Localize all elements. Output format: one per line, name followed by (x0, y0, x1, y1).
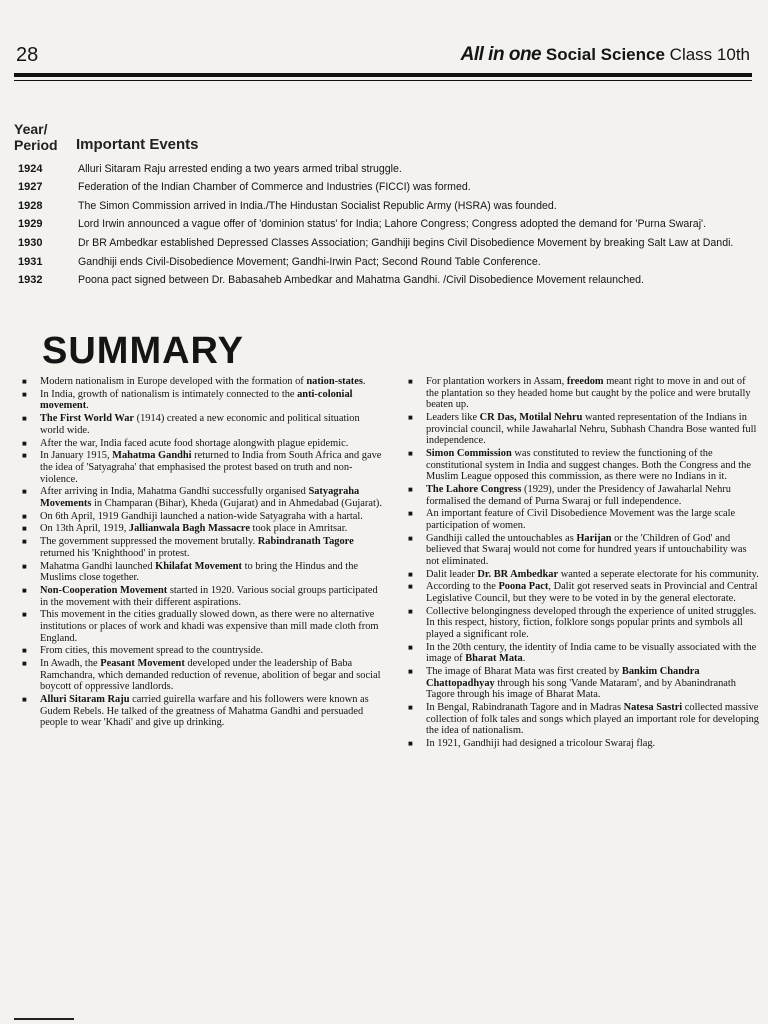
bullet-text-bold: Simon Commission (426, 447, 512, 459)
bullet-text (40, 561, 382, 584)
bullet-marker: ■ (22, 695, 27, 705)
summary-bullet (408, 484, 760, 507)
bullet-text (40, 658, 382, 693)
bullet-text-post: took place in Amritsar. (249, 523, 348, 535)
timeline-year: 1930 (18, 236, 43, 249)
bullet-text-post: wanted a seperate electorate for his community. (558, 568, 759, 580)
bullet-text-bold: freedom (566, 376, 604, 387)
bullet-text-bold: Peasant Movement (100, 658, 185, 670)
timeline-event: Poona pact signed between Dr. Babasaheb Ambedkar and Mahatma Gandhi. /Civil Disobedience Movement relaunched. (78, 274, 644, 287)
bullet-text-bold: The Lahore Congress (426, 483, 522, 495)
bullet-text (426, 508, 760, 531)
bullet-text (40, 536, 382, 559)
bullet-text-post: collected massive collection of folk tales and songs which played an important role for developing the idea of nationalism. (426, 702, 759, 737)
bullet-text-post: . (86, 400, 89, 412)
timeline-year-header (14, 121, 58, 153)
summary-bullet (408, 448, 760, 483)
bullet-text-post: returned to India from South Africa and gave the idea of 'Satyagraha' that emphasised the protest based on truth and non-violence. (40, 450, 382, 485)
bullet-text-post: was constituted to review the functioning of the constitutional system in India and suggest changes. Both the Congress and the Muslim League opposed this commission, as there were no Indians in it. (426, 447, 751, 483)
bullet-text (40, 413, 382, 436)
summary-bullet (408, 376, 760, 411)
bullet-marker: ■ (408, 739, 413, 749)
bullet-text-post: or the 'Children of God' and believed that Swaraj would not come for hundred years if untouchability was not eliminated. (426, 532, 747, 567)
bullet-marker: ■ (22, 537, 27, 547)
bullet-marker: ■ (408, 569, 413, 579)
bullet-text-post: developed under the leadership of Baba Ramchandra, which demanded reduction of revenue, abolition of begar and social boycott of oppressive landlords. (40, 658, 381, 693)
bullet-marker: ■ (408, 412, 413, 422)
timeline-year: 1931 (18, 255, 43, 268)
bullet-text-post: . (362, 376, 366, 387)
summary-bullet (22, 389, 382, 412)
bullet-text-pre: Leaders like (426, 411, 480, 423)
bullet-text-pre: In the 20th century, the identity of India came to be visually associated with the image of (426, 641, 757, 665)
timeline-event: Federation of the Indian Chamber of Commerce and Industries (FICCI) was formed. (78, 181, 471, 194)
bullet-text-bold: Dr. BR Ambedkar (477, 568, 559, 580)
bullet-text-pre: In 1921, Gandhiji had designed a tricolour Swaraj flag. (426, 738, 656, 750)
bullet-text-bold: Poona Pact (498, 581, 549, 593)
bullet-marker: ■ (22, 414, 27, 424)
bullet-text-bold: nation-states (306, 376, 363, 387)
summary-bullet (22, 511, 382, 523)
bullet-text-pre: Dalit leader (426, 568, 478, 580)
header-rule-thin (14, 80, 752, 81)
bullet-marker: ■ (22, 511, 27, 521)
bullet-marker: ■ (22, 585, 27, 595)
bullet-marker: ■ (22, 389, 27, 399)
timeline-year-header-line1: Year/ (14, 121, 48, 137)
summary-bullet (408, 581, 760, 604)
summary-title: SUMMARY (42, 330, 244, 372)
bullet-marker: ■ (22, 646, 27, 656)
footer-mark (14, 1018, 74, 1020)
bullet-text-pre: On 6th April, 1919 Gandhiji launched a nation-wide Satyagraha with a hartal. (40, 510, 363, 522)
bullet-text-bold: Natesa Sastri (623, 702, 683, 714)
bullet-marker: ■ (22, 561, 27, 571)
bullet-marker: ■ (408, 484, 413, 494)
summary-bullet (22, 438, 382, 450)
summary-right-column (408, 376, 760, 751)
bullet-text-bold: CR Das, Motilal Nehru (479, 411, 583, 423)
brand-subject: Social Science (545, 45, 665, 64)
timeline-event: Alluri Sitaram Raju arrested ending a two years armed tribal struggle. (78, 162, 402, 175)
bullet-text (426, 569, 759, 581)
bullet-marker: ■ (408, 642, 413, 652)
bullet-text (40, 438, 348, 450)
bullet-text-bold: Satyagraha Movements (40, 486, 360, 509)
bullet-marker: ■ (22, 487, 27, 497)
timeline-row (18, 249, 758, 268)
bullet-text-post: started in 1920. Various social groups participated in the movement with their different aspirations. (40, 584, 378, 608)
timeline-row (18, 193, 758, 212)
timeline-table (18, 156, 758, 286)
bullet-text-post: (1914) created a new economic and political situation world wide. (40, 413, 360, 436)
bullet-marker: ■ (22, 438, 27, 448)
bullet-text (426, 738, 655, 750)
bullet-text (426, 376, 760, 411)
timeline-event: Gandhiji ends Civil-Disobedience Movement; Gandhi-Irwin Pact; Second Round Table Conference. (78, 255, 541, 268)
bullet-text (40, 511, 363, 523)
bullet-text-post: in Champaran (Bihar), Kheda (Gujarat) and in Ahmedabad (Gujarat). (91, 497, 382, 509)
timeline-event: Dr BR Ambedkar established Depressed Classes Association; Gandhiji begins Civil Disobedience Movement by breaking Salt Law at Dandi. (78, 236, 734, 249)
bullet-marker: ■ (408, 703, 413, 713)
summary-bullet (22, 376, 382, 388)
summary-bullet (22, 609, 382, 644)
bullet-text (426, 642, 760, 665)
timeline-year: 1924 (18, 162, 43, 175)
bullet-marker: ■ (408, 448, 413, 458)
bullet-text (40, 486, 382, 509)
bullet-text-post: . (522, 653, 526, 665)
bullet-text (40, 609, 382, 644)
summary-bullet (22, 658, 382, 693)
bullet-marker: ■ (22, 451, 27, 461)
brand-class: Class 10th (669, 45, 750, 64)
summary-bullet (22, 486, 382, 509)
bullet-text-bold: Bankim Chandra Chattopadhyay (426, 666, 700, 689)
bullet-text-post: meant right to move in and out of the plantation so they headed home but caught by the police and were brutally beaten up. (426, 376, 751, 411)
bullet-text (426, 448, 760, 483)
bullet-text-bold: Bharat Mata (465, 653, 523, 665)
bullet-text-bold: Harijan (576, 532, 612, 544)
summary-left-column (22, 376, 382, 730)
bullet-marker: ■ (408, 509, 413, 519)
summary-bullet (22, 536, 382, 559)
bullet-text-pre: Collective belongingness developed through the experience of united struggles. In this respect, history, fiction, folklore songs popular prints and symbols all played a significant role. (426, 605, 757, 640)
bullet-text-pre: In Awadh, the (40, 658, 101, 670)
bullet-text-pre: Modern nationalism in Europe developed with the formation of (40, 376, 307, 387)
bullet-text (426, 666, 760, 701)
bullet-text (40, 389, 382, 412)
bullet-text-pre: The government suppressed the movement brutally. (40, 536, 258, 548)
bullet-text-pre: The image of Bharat Mata was first created by (426, 666, 622, 678)
summary-bullet (22, 523, 382, 535)
bullet-text-pre: An important feature of Civil Disobedience Movement was the large scale participation of women. (426, 508, 736, 531)
bullet-marker: ■ (408, 377, 413, 386)
timeline-events-header: Important Events (76, 136, 199, 153)
bullet-text (40, 450, 382, 485)
summary-bullet (408, 508, 760, 531)
summary-bullet (408, 738, 760, 750)
summary-bullet (408, 569, 760, 581)
bullet-text-post: to bring the Hindus and the Muslims close together. (40, 560, 358, 584)
summary-bullet (408, 702, 760, 737)
header-rule (14, 73, 752, 77)
bullet-text-pre: Mahatma Gandhi launched (40, 560, 156, 572)
brand-logo: All in one (460, 44, 542, 65)
timeline-row (18, 230, 758, 249)
bullet-text (40, 585, 382, 608)
timeline-row (18, 268, 758, 287)
bullet-text-pre: This movement in the cities gradually slowed down, as there were no alternative institutions or places of work and khadi was expensive than mill made cloth from England. (40, 609, 379, 644)
bullet-marker: ■ (22, 610, 27, 620)
brand-header (461, 44, 750, 66)
bullet-text-bold: Mahatma Gandhi (112, 450, 192, 462)
bullet-text-bold: Rabindranath Tagore (257, 536, 354, 548)
bullet-text (426, 484, 760, 507)
summary-bullet (408, 642, 760, 665)
bullet-marker: ■ (408, 667, 413, 677)
bullet-text (426, 581, 760, 604)
page-number: 28 (16, 44, 39, 66)
bullet-text-bold: Alluri Sitaram Raju (40, 694, 130, 706)
bullet-text-post: through his song 'Vande Mataram', and by Abanindranath Tagore through his image of Bharat Mata. (426, 677, 736, 701)
bullet-text (40, 694, 382, 729)
timeline-year: 1927 (18, 181, 43, 194)
bullet-text-pre: According to the (426, 581, 499, 593)
bullet-text-pre: From cities, this movement spread to the countryside. (40, 645, 264, 657)
bullet-text-bold: anti-colonial movement (40, 388, 353, 412)
timeline-year: 1928 (18, 199, 43, 212)
bullet-text-bold: The First World War (40, 413, 135, 425)
bullet-text-pre: On 13th April, 1919, (40, 523, 129, 535)
bullet-text-post: (1929), under the Presidency of Jawaharlal Nehru formalised the demand of Purna Swaraj or full independence. (426, 483, 731, 507)
bullet-text-pre: In India, growth of nationalism is intimately connected to the (40, 388, 298, 400)
summary-bullet (22, 450, 382, 485)
timeline-year: 1932 (18, 274, 43, 287)
bullet-text-post: carried guirella warfare and his followers were known as Gudem Rebels. He talked of the greatness of Mahatma Gandhi and persuaded people to wear 'Khadi' and give up drinking. (40, 694, 369, 729)
bullet-text-bold: Non-Cooperation Movement (40, 584, 168, 596)
bullet-text-post: returned his 'Knighthood' in protest. (40, 547, 190, 559)
bullet-text-pre: Gandhiji called the untouchables as (426, 532, 577, 544)
bullet-marker: ■ (408, 582, 413, 592)
summary-bullet (408, 412, 760, 447)
bullet-text (426, 702, 760, 737)
bullet-text (426, 606, 760, 641)
bullet-text-bold: Jallianwala Bagh Massacre (128, 523, 250, 535)
timeline-year: 1929 (18, 218, 43, 231)
bullet-text-pre: After arriving in India, Mahatma Gandhi successfully organised (40, 486, 309, 498)
summary-bullet (408, 666, 760, 701)
bullet-marker: ■ (22, 524, 27, 534)
bullet-marker: ■ (408, 606, 413, 616)
bullet-marker: ■ (408, 533, 413, 543)
timeline-year-header-line2: Period (14, 137, 58, 153)
summary-bullet (408, 533, 760, 568)
bullet-text (40, 523, 347, 535)
bullet-text-post: wanted representation of the Indians in provincial council, while Jawaharlal Nehru, Subhash Chandra Bose wanted full independence. (426, 411, 757, 447)
bullet-text-pre: For plantation workers in Assam, (426, 376, 567, 387)
bullet-text-post: , Dalit got reserved seats in Provincial and Central Legislative Council, but they were to be voted in by the general electorate. (426, 581, 758, 604)
summary-bullet (408, 606, 760, 641)
timeline-row (18, 175, 758, 194)
bullet-text-pre: In Bengal, Rabindranath Tagore and in Madras (426, 702, 624, 714)
bullet-text-bold: Khilafat Movement (155, 560, 242, 572)
bullet-marker: ■ (22, 377, 27, 386)
bullet-marker: ■ (22, 659, 27, 669)
timeline-row (18, 156, 758, 175)
bullet-text (40, 376, 366, 388)
bullet-text (40, 645, 263, 657)
bullet-text (426, 533, 760, 568)
summary-bullet (22, 413, 382, 436)
bullet-text-pre: After the war, India faced acute food shortage alongwith plague epidemic. (40, 437, 349, 449)
summary-bullet (22, 561, 382, 584)
bullet-text (426, 412, 760, 447)
bullet-text-pre: In January 1915, (40, 450, 113, 462)
summary-bullet (22, 645, 382, 657)
timeline-event: The Simon Commission arrived in India./The Hindustan Socialist Republic Army (HSRA) was founded. (78, 199, 557, 212)
summary-bullet (22, 585, 382, 608)
timeline-event: Lord Irwin announced a vague offer of 'dominion status' for India; Lahore Congress; Congress adopted the demand for 'Purna Swaraj'. (78, 218, 707, 231)
timeline-row (18, 212, 758, 231)
summary-bullet (22, 694, 382, 729)
